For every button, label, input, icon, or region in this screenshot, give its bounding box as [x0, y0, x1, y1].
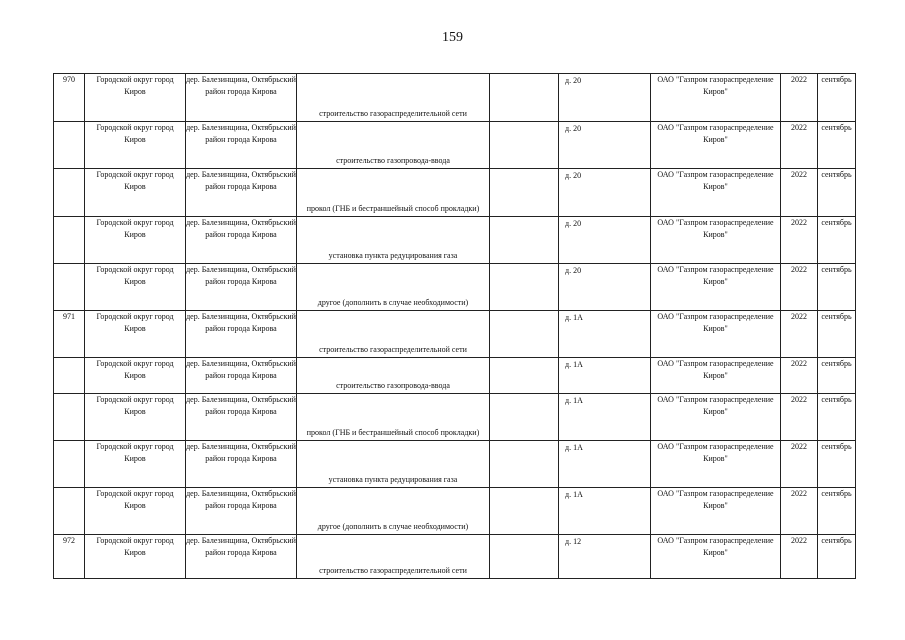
year-cell: 2022: [781, 535, 818, 579]
house-number-cell: д. 1А: [559, 441, 651, 488]
work-type-cell: [297, 264, 490, 311]
organization-cell: ОАО "Газпром газораспределение Киров": [651, 217, 781, 264]
work-type-text: другое (дополнить в случае необходимости): [317, 298, 469, 307]
row-number: [54, 441, 85, 488]
blank-cell: [490, 358, 559, 394]
page-number: 159: [442, 30, 463, 45]
house-number-cell: д. 20: [559, 122, 651, 169]
house-number-cell: д. 1А: [559, 358, 651, 394]
district-cell: Городской округ город Киров: [85, 217, 186, 264]
work-type-text: установка пункта редуцирования газа: [328, 251, 458, 260]
row-number: [54, 122, 85, 169]
table-row: [54, 122, 856, 169]
location-cell: дер. Балезинщина, Октябрьский район города Кирова: [186, 441, 297, 488]
house-number-cell: д. 20: [559, 264, 651, 311]
district-cell: Городской округ город Киров: [85, 311, 186, 358]
works-table: [53, 73, 856, 579]
blank-cell: [490, 122, 559, 169]
work-type-cell: [297, 311, 490, 358]
work-type-cell: [297, 122, 490, 169]
location-cell: дер. Балезинщина, Октябрьский район города Кирова: [186, 535, 297, 579]
location-cell: дер. Балезинщина, Октябрьский район города Кирова: [186, 488, 297, 535]
organization-cell: ОАО "Газпром газораспределение Киров": [651, 441, 781, 488]
organization-cell: ОАО "Газпром газораспределение Киров": [651, 74, 781, 122]
work-type-text: прокол (ГНБ и бестраншейный способ прокладки): [306, 428, 480, 437]
table-row: [54, 394, 856, 441]
organization-cell: ОАО "Газпром газораспределение Киров": [651, 535, 781, 579]
district-cell: Городской округ город Киров: [85, 358, 186, 394]
blank-cell: [490, 441, 559, 488]
location-cell: дер. Балезинщина, Октябрьский район города Кирова: [186, 358, 297, 394]
year-cell: 2022: [781, 311, 818, 358]
work-type-text: строительство газораспределительной сети: [319, 566, 467, 575]
house-number-cell: д. 20: [559, 169, 651, 217]
district-cell: Городской округ город Киров: [85, 535, 186, 579]
year-cell: 2022: [781, 122, 818, 169]
district-cell: Городской округ город Киров: [85, 122, 186, 169]
work-type-text: прокол (ГНБ и бестраншейный способ прокладки): [306, 204, 480, 213]
location-cell: дер. Балезинщина, Октябрьский район города Кирова: [186, 122, 297, 169]
blank-cell: [490, 169, 559, 217]
year-cell: 2022: [781, 441, 818, 488]
work-type-cell: [297, 535, 490, 579]
table-row: [54, 217, 856, 264]
month-cell: сентябрь: [818, 217, 856, 264]
work-type-cell: [297, 358, 490, 394]
row-number: [54, 217, 85, 264]
month-cell: сентябрь: [818, 394, 856, 441]
house-number-cell: д. 1А: [559, 488, 651, 535]
location-cell: дер. Балезинщина, Октябрьский район города Кирова: [186, 264, 297, 311]
location-cell: дер. Балезинщина, Октябрьский район города Кирова: [186, 74, 297, 122]
blank-cell: [490, 217, 559, 264]
table-row: [54, 264, 856, 311]
house-number-cell: д. 20: [559, 217, 651, 264]
work-type-cell: [297, 394, 490, 441]
work-type-text: строительство газораспределительной сети: [319, 345, 467, 354]
month-cell: сентябрь: [818, 441, 856, 488]
month-cell: сентябрь: [818, 535, 856, 579]
blank-cell: [490, 535, 559, 579]
table-row: [54, 169, 856, 217]
house-number-cell: д. 20: [559, 74, 651, 122]
organization-cell: ОАО "Газпром газораспределение Киров": [651, 358, 781, 394]
month-cell: сентябрь: [818, 358, 856, 394]
blank-cell: [490, 394, 559, 441]
blank-cell: [490, 311, 559, 358]
month-cell: сентябрь: [818, 311, 856, 358]
year-cell: 2022: [781, 358, 818, 394]
row-number: 971: [54, 311, 85, 358]
organization-cell: ОАО "Газпром газораспределение Киров": [651, 122, 781, 169]
work-type-text: другое (дополнить в случае необходимости): [317, 522, 469, 531]
district-cell: Городской округ город Киров: [85, 394, 186, 441]
month-cell: сентябрь: [818, 488, 856, 535]
organization-cell: ОАО "Газпром газораспределение Киров": [651, 311, 781, 358]
district-cell: Городской округ город Киров: [85, 488, 186, 535]
district-cell: Городской округ город Киров: [85, 264, 186, 311]
work-type-text: строительство газораспределительной сети: [319, 109, 467, 118]
work-type-cell: [297, 217, 490, 264]
table-row: [54, 535, 856, 579]
blank-cell: [490, 74, 559, 122]
table-body: [54, 74, 856, 579]
table-row: [54, 311, 856, 358]
year-cell: 2022: [781, 74, 818, 122]
row-number: [54, 394, 85, 441]
row-number: 972: [54, 535, 85, 579]
table-row: [54, 441, 856, 488]
blank-cell: [490, 488, 559, 535]
house-number-cell: д. 1А: [559, 311, 651, 358]
row-number: [54, 264, 85, 311]
work-type-cell: [297, 74, 490, 122]
organization-cell: ОАО "Газпром газораспределение Киров": [651, 394, 781, 441]
row-number: 970: [54, 74, 85, 122]
year-cell: 2022: [781, 169, 818, 217]
work-type-cell: [297, 488, 490, 535]
house-number-cell: д. 1А: [559, 394, 651, 441]
district-cell: Городской округ город Киров: [85, 169, 186, 217]
month-cell: сентябрь: [818, 169, 856, 217]
organization-cell: ОАО "Газпром газораспределение Киров": [651, 488, 781, 535]
work-type-text: установка пункта редуцирования газа: [328, 475, 458, 484]
location-cell: дер. Балезинщина, Октябрьский район города Кирова: [186, 217, 297, 264]
work-type-cell: [297, 441, 490, 488]
location-cell: дер. Балезинщина, Октябрьский район города Кирова: [186, 169, 297, 217]
district-cell: Городской округ город Киров: [85, 441, 186, 488]
work-type-text: строительство газопровода-ввода: [336, 381, 450, 390]
year-cell: 2022: [781, 488, 818, 535]
work-type-text: строительство газопровода-ввода: [336, 156, 450, 165]
month-cell: сентябрь: [818, 122, 856, 169]
work-type-cell: [297, 169, 490, 217]
location-cell: дер. Балезинщина, Октябрьский район города Кирова: [186, 311, 297, 358]
year-cell: 2022: [781, 264, 818, 311]
year-cell: 2022: [781, 217, 818, 264]
district-cell: Городской округ город Киров: [85, 74, 186, 122]
year-cell: 2022: [781, 394, 818, 441]
house-number-cell: д. 12: [559, 535, 651, 579]
organization-cell: ОАО "Газпром газораспределение Киров": [651, 169, 781, 217]
table-row: [54, 358, 856, 394]
blank-cell: [490, 264, 559, 311]
organization-cell: ОАО "Газпром газораспределение Киров": [651, 264, 781, 311]
row-number: [54, 358, 85, 394]
row-number: [54, 169, 85, 217]
table-row: [54, 74, 856, 122]
month-cell: сентябрь: [818, 74, 856, 122]
location-cell: дер. Балезинщина, Октябрьский район города Кирова: [186, 394, 297, 441]
row-number: [54, 488, 85, 535]
month-cell: сентябрь: [818, 264, 856, 311]
table-row: [54, 488, 856, 535]
